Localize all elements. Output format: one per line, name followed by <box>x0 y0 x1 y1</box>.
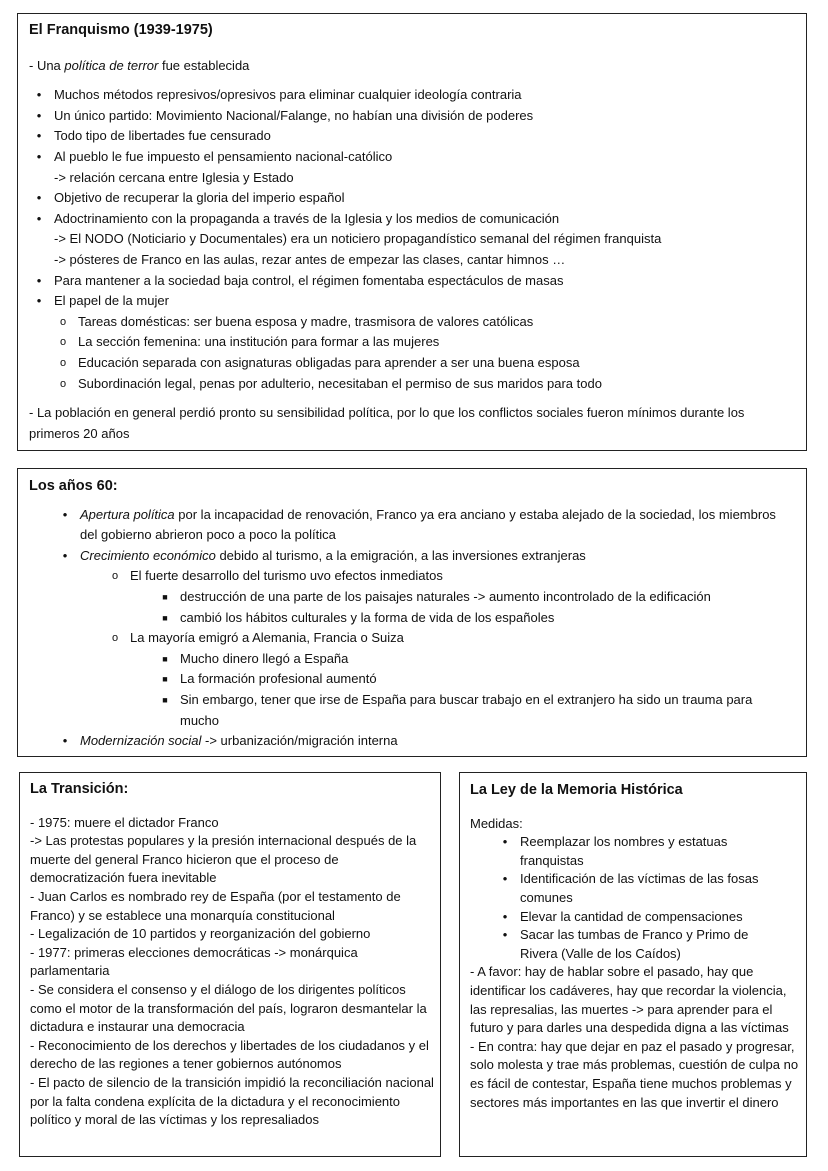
list-item: - Legalización de 10 partidos y reorganización del gobierno <box>30 926 371 942</box>
list-item: - Se considera el consenso y el diálogo de los dirigentes políticos como el motor de la transformación del país, lograron desmantelar la dictadura e instaurar una democracia <box>30 981 427 1035</box>
circle-bullet-icon: o <box>59 336 67 349</box>
turismo-effects-list <box>29 587 794 628</box>
list-item: • Adoctrinamiento con la propaganda a través de la Iglesia y los medios de comunicación <box>54 209 794 230</box>
list-subline: -> El NODO (Noticiario y Documentales) era un noticiero propagandístico semanal del régimen franquista <box>54 231 662 247</box>
anos60-title: Los años 60: <box>29 478 118 494</box>
transicion-section <box>19 772 441 1157</box>
list-item: - El pacto de silencio de la transición impidió la reconciliación nacional por la falta condena explícita de la dictadura y el reconocimiento político y moral de las víctimas y los represaliados <box>30 1074 434 1128</box>
list-item: • Reemplazar los nombres y estatuas franquistas <box>520 833 780 870</box>
anos60-list <box>29 505 794 567</box>
anos60-section <box>17 468 807 757</box>
square-bullet-icon: ■ <box>162 612 168 623</box>
circle-bullet-icon: o <box>59 377 67 390</box>
list-subline: -> relación cercana entre Iglesia y Estado <box>54 169 294 185</box>
list-item: o Educación separada con asignaturas obligadas para aprender a ser una buena esposa <box>78 353 794 374</box>
bullet-icon: • <box>36 128 42 144</box>
bullet-icon: • <box>62 547 68 563</box>
list-item: • Un único partido: Movimiento Nacional/Falange, no habían una división de poderes <box>54 106 794 127</box>
franquismo-conclusion: - La población en general perdió pronto su sensibilidad política, por lo que los conflictos sociales fueron mínimos durante los primeros 20 años <box>29 405 745 441</box>
list-item: -> Las protestas populares y la presión internacional después de la muerte del general Franco hicieron que el proceso de democratización fuera inevitable <box>30 833 417 886</box>
bullet-icon: • <box>36 87 42 103</box>
list-item: • Todo tipo de libertades fue censurado <box>54 126 794 147</box>
list-item: • Al pueblo le fue impuesto el pensamiento nacional-católico <box>54 147 794 168</box>
bullet-icon: • <box>36 272 42 288</box>
memoria-section <box>459 772 807 1157</box>
bullet-icon: • <box>36 190 42 206</box>
medidas-label: Medidas: <box>470 815 523 831</box>
list-item: • Para mantener a la sociedad baja control, el régimen fomentaba espectáculos de masas <box>54 271 794 292</box>
list-item: o Subordinación legal, penas por adulterio, necesitaban el permiso de sus maridos para todo <box>78 374 794 395</box>
bullet-icon: • <box>62 506 68 522</box>
en-contra-text: - En contra: hay que dejar en paz el pasado y progresar, solo molesta y trae más problemas, cuestión de culpa no es fácil de contestar, España tiene muchos problemas y sectores más importantes en las que invertir el dinero <box>470 1038 799 1110</box>
circle-bullet-icon: o <box>111 632 119 645</box>
list-item: o La mayoría emigró a Alemania, Francia o Suiza <box>130 628 794 649</box>
list-item: o La sección femenina: una institución para formar a las mujeres <box>78 332 794 353</box>
transicion-lines <box>30 814 434 1130</box>
circle-bullet-icon: o <box>59 356 67 369</box>
mujer-list <box>29 312 794 394</box>
franquismo-section <box>17 13 807 451</box>
list-item: o El fuerte desarrollo del turismo uvo efectos inmediatos <box>130 566 794 587</box>
list-subline: -> pósteres de Franco en las aulas, rezar antes de empezar las clases, cantar himnos … <box>54 251 566 267</box>
list-item: • Sacar las tumbas de Franco y Primo de Rivera (Valle de los Caídos) <box>520 926 780 963</box>
turismo-list <box>29 566 794 587</box>
list-item: ■ cambió los hábitos culturales y la forma de vida de los españoles <box>180 608 794 629</box>
emigracion-list <box>29 628 794 649</box>
list-item: - Juan Carlos es nombrado rey de España (por el testamento de Franco) y se establece una monarquía constitucional <box>30 888 401 923</box>
medidas-list <box>470 833 800 963</box>
circle-bullet-icon: o <box>59 315 67 328</box>
bullet-icon: • <box>502 927 508 943</box>
circle-bullet-icon: o <box>111 570 119 583</box>
list-item: - 1975: muere el dictador Franco <box>30 814 219 830</box>
bullet-icon: • <box>36 107 42 123</box>
emigracion-effects-list <box>29 649 794 731</box>
bullet-icon: • <box>502 834 508 850</box>
bullet-icon: • <box>36 148 42 164</box>
list-item: • Elevar la cantidad de compensaciones <box>520 908 780 927</box>
list-item: - Reconocimiento de los derechos y libertades de los ciudadanos y el derecho de las regiones a tener gobiernos autónomos <box>30 1037 429 1072</box>
square-bullet-icon: ■ <box>162 694 168 705</box>
bullet-icon: • <box>502 908 508 924</box>
franquismo-title: El Franquismo (1939-1975) <box>29 22 213 38</box>
bullet-icon: • <box>502 871 508 887</box>
list-item: • Apertura política por la incapacidad de renovación, Franco ya era anciano y estaba alejado de la sociedad, los miembros del gobierno abrieron poco a poco la política <box>80 505 794 546</box>
list-item: • Objetivo de recuperar la gloria del imperio español <box>54 188 794 209</box>
bullet-icon: • <box>36 210 42 226</box>
memoria-title: La Ley de la Memoria Histórica <box>470 782 683 798</box>
franquismo-bullets <box>29 85 794 312</box>
transicion-title: La Transición: <box>30 781 129 797</box>
list-item: - 1977: primeras elecciones democráticas -> monárquica parlamentaria <box>30 944 358 979</box>
list-item: ■ La formación profesional aumentó <box>180 669 794 690</box>
list-item: • Muchos métodos represivos/opresivos para eliminar cualquier ideología contraria <box>54 85 794 106</box>
bullet-icon: • <box>36 293 42 309</box>
square-bullet-icon: ■ <box>162 674 168 685</box>
list-item: ■ destrucción de una parte de los paisajes naturales -> aumento incontrolado de la edificación <box>180 587 794 608</box>
list-item: • Modernización social -> urbanización/migración interna <box>80 731 794 752</box>
square-bullet-icon: ■ <box>162 591 168 602</box>
list-item: ■ Sin embargo, tener que irse de España para buscar trabajo en el extranjero ha sido un trauma para mucho <box>180 690 794 731</box>
bullet-icon: • <box>62 733 68 749</box>
a-favor-text: - A favor: hay de hablar sobre el pasado, hay que identificar los cadáveres, hay que recordar la violencia, las represalias, las muertes -> para aprender para el futuro y para darles una despedida digna a las víctimas <box>470 964 789 1036</box>
franquismo-intro: - Una política de terror fue establecida <box>29 57 250 73</box>
list-item: • Crecimiento económico debido al turismo, a la emigración, a las inversiones extranjeras <box>80 546 794 567</box>
list-item: ■ Mucho dinero llegó a España <box>180 649 794 670</box>
list-item: • Identificación de las víctimas de las fosas comunes <box>520 870 780 907</box>
list-item: • El papel de la mujer <box>54 291 794 312</box>
list-item: o Tareas domésticas: ser buena esposa y madre, trasmisora de valores católicas <box>78 312 794 333</box>
square-bullet-icon: ■ <box>162 653 168 664</box>
modernizacion-list <box>29 731 794 752</box>
